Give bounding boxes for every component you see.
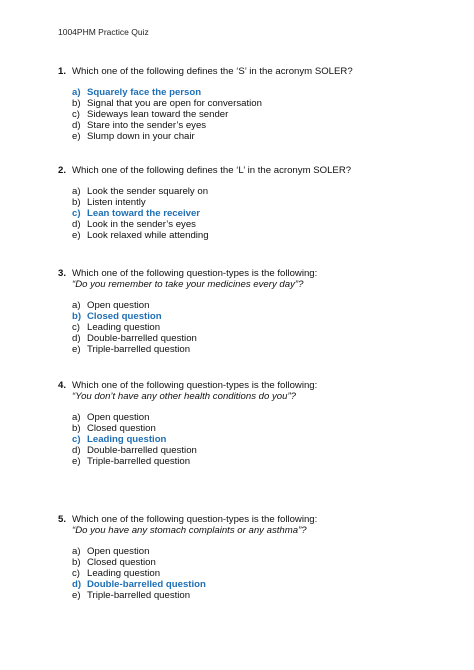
question-text: Which one of the following defines the ‘L’ in the acronym SOLER? [72,165,352,176]
option-b[interactable] [72,197,438,208]
question-text: Which one of the following question-types is the following: [72,380,318,391]
question-text-block [72,380,438,402]
option-e[interactable] [72,344,438,355]
option-b[interactable] [72,98,438,109]
option-e[interactable] [72,131,438,142]
option-letter: d) [72,579,82,590]
option-e[interactable] [72,456,438,467]
option-a[interactable] [72,546,438,557]
question-example: “Do you remember to take your medicines every day”? [72,279,304,290]
option-letter: c) [72,322,80,333]
option-letter: b) [72,197,81,208]
question-stem [58,268,438,290]
option-text: Stare into the sender’s eyes [87,120,207,131]
option-letter: b) [72,311,82,322]
option-text: Open question [87,546,150,557]
option-letter: b) [72,98,81,109]
question-number: 2. [58,165,67,176]
option-c[interactable] [72,568,438,579]
option-text: Leading question [87,434,167,445]
option-text: Closed question [87,557,156,568]
option-a[interactable] [72,186,438,197]
question-stem [58,380,438,402]
option-e[interactable] [72,590,438,601]
question-text: Which one of the following question-types is the following: [72,268,318,279]
question-number: 5. [58,514,67,525]
answer-options [72,300,438,355]
option-letter: a) [72,300,81,311]
option-c[interactable] [72,109,438,120]
question-4 [58,380,438,467]
option-text: Double-barrelled question [87,445,197,456]
option-text: Look in the sender’s eyes [87,219,196,230]
option-text: Open question [87,412,150,423]
option-a[interactable] [72,300,438,311]
option-text: Closed question [87,311,162,322]
option-letter: d) [72,120,81,131]
answer-options [72,546,438,601]
question-stem [58,514,438,536]
page-header: 1004PHM Practice Quiz [58,27,149,37]
option-d[interactable] [72,579,438,590]
question-number: 4. [58,380,67,391]
option-letter: a) [72,87,81,98]
question-stem [58,165,438,176]
question-text-block [72,514,438,536]
answer-options [72,186,438,241]
option-c[interactable] [72,208,438,219]
option-text: Triple-barrelled question [87,456,191,467]
option-letter: d) [72,445,81,456]
question-stem [58,66,438,77]
option-e[interactable] [72,230,438,241]
option-text: Lean toward the receiver [87,208,201,219]
question-number: 1. [58,66,67,77]
option-text: Double-barrelled question [87,333,197,344]
option-letter: a) [72,186,81,197]
option-a[interactable] [72,87,438,98]
answer-options [72,87,438,142]
option-letter: c) [72,208,81,219]
option-letter: b) [72,557,81,568]
option-b[interactable] [72,311,438,322]
option-text: Look the sender squarely on [87,186,209,197]
option-d[interactable] [72,120,438,131]
option-letter: b) [72,423,81,434]
question-5 [58,514,438,601]
option-letter: c) [72,434,81,445]
option-letter: d) [72,333,81,344]
option-text: Triple-barrelled question [87,344,191,355]
option-letter: e) [72,230,81,241]
question-example: “Do you have any stomach complaints or any asthma”? [72,525,307,536]
option-b[interactable] [72,423,438,434]
option-text: Squarely face the person [87,87,202,98]
option-d[interactable] [72,333,438,344]
answer-options [72,412,438,467]
option-b[interactable] [72,557,438,568]
option-text: Leading question [87,322,161,333]
option-letter: a) [72,546,81,557]
question-2 [58,165,438,241]
option-text: Leading question [87,568,161,579]
question-1 [58,66,438,142]
option-text: Signal that you are open for conversation [87,98,262,109]
option-a[interactable] [72,412,438,423]
option-letter: e) [72,590,81,601]
option-letter: a) [72,412,81,423]
option-c[interactable] [72,322,438,333]
option-letter: c) [72,109,80,120]
option-letter: d) [72,219,81,230]
option-text: Open question [87,300,150,311]
option-d[interactable] [72,219,438,230]
option-text: Sideways lean toward the sender [87,109,229,120]
option-letter: e) [72,456,81,467]
option-text: Slump down in your chair [87,131,195,142]
option-text: Listen intently [87,197,146,208]
option-d[interactable] [72,445,438,456]
question-text-block [72,268,438,290]
option-letter: e) [72,344,81,355]
question-example: “You don’t have any other health conditions do you”? [72,391,297,402]
option-text: Closed question [87,423,156,434]
option-text: Triple-barrelled question [87,590,191,601]
question-number: 3. [58,268,67,279]
question-text: Which one of the following defines the ‘S’ in the acronym SOLER? [72,66,353,77]
option-letter: c) [72,568,80,579]
question-text: Which one of the following question-types is the following: [72,514,318,525]
option-text: Look relaxed while attending [87,230,209,241]
question-3 [58,268,438,355]
option-c[interactable] [72,434,438,445]
option-letter: e) [72,131,81,142]
option-text: Double-barrelled question [87,579,206,590]
